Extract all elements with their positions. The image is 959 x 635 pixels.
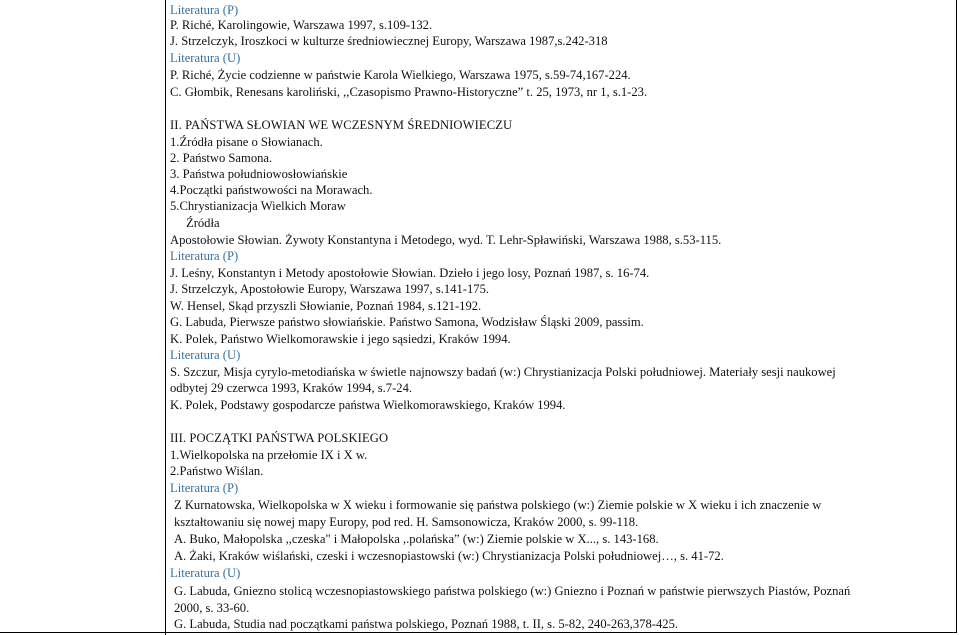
bibliography-line: J. Strzelczyk, Iroszkoci w kulturze średniowiecznej Europy, Warszawa 1987,s.242-318 [170,34,608,48]
bibliography-line: A. Buko, Małopolska ,,czeska" i Małopolska ,.polańska” (w:) Ziemie polskie w X..., s. 143-168. [174,532,659,546]
bibliography-line: 3. Państwa południowosłowiańskie [170,167,348,181]
literatura-label: Literatura (P) [170,481,239,495]
bibliography-line: C. Głombik, Renesans karoliński, ,,Czasopismo Prawno-Historyczne” t. 25, 1973, nr 1, s.1-23. [170,85,648,99]
bibliography-line: 2000, s. 33-60. [174,601,250,615]
section-heading: III. POCZĄTKI PAŃSTWA POLSKIEGO [170,431,389,445]
literatura-label: Literatura (P) [170,3,239,17]
sources-label: Źródła [186,216,220,230]
bibliography-line: 5.Chrystianizacja Wielkich Moraw [170,199,346,213]
bibliography-line: G. Labuda, Pierwsze państwo słowiańskie. Państwo Samona, Wodzisław Śląski 2009, passim. [170,315,644,329]
literatura-label: Literatura (P) [170,249,239,263]
bibliography-line: 4.Początki państwowości na Morawach. [170,183,373,197]
bibliography-line: K. Polek, Podstawy gospodarcze państwa Wielkomorawskiego, Kraków 1994. [170,398,566,412]
literatura-label: Literatura (U) [170,566,241,580]
section-heading: II. PAŃSTWA SŁOWIAN WE WCZESNYM ŚREDNIOWIECZU [170,118,513,132]
bibliography-line: Apostołowie Słowian. Żywoty Konstantyna i Metodego, wyd. T. Lehr-Spławiński, Warszawa 1988, s.53-115. [170,233,722,247]
bibliography-line: J. Strzelczyk, Apostołowie Europy, Warszawa 1997, s.141-175. [170,282,490,296]
bibliography-line: W. Hensel, Skąd przyszli Słowianie, Poznań 1984, s.121-192. [170,299,482,313]
bibliography-line: 2.Państwo Wiślan. [170,464,264,478]
column-divider [165,0,166,635]
literatura-label: Literatura (U) [170,348,241,362]
bibliography-line: S. Szczur, Misja cyrylo-metodiańska w świetle najnowszy badań (w:) Chrystianizacja Polski południowej. Materiały sesji naukowej [170,365,836,379]
bibliography-line: P. Riché, Życie codzienne w państwie Karola Wielkiego, Warszawa 1975, s.59-74,167-224. [170,68,631,82]
literatura-label: Literatura (U) [170,51,241,65]
bibliography-line: G. Labuda, Studia nad początkami państwa polskiego, Poznań 1988, t. II, s. 5-82, 240-263,378-425. [174,617,679,631]
bibliography-line: 1.Wielkopolska na przełomie IX i X w. [170,448,368,462]
bibliography-line: 1.Źródła pisane o Słowianach. [170,135,323,149]
bibliography-line: G. Labuda, Gniezno stolicą wczesnopiastowskiego państwa polskiego (w:) Gniezno i Poznań w państwie pierwszych Piastów, Poznań [174,584,851,598]
bibliography-line: J. Leśny, Konstantyn i Metody apostołowie Słowian. Dzieło i jego losy, Poznań 1987, s. 16-74. [170,266,650,280]
bibliography-line: A. Żaki, Kraków wiślański, czeski i wczesnopiastowski (w:) Chrystianizacja Polski południowej…, s. 41-72. [174,549,724,563]
bibliography-line: 2. Państwo Samona. [170,151,273,165]
bibliography-line: K. Polek, Państwo Wielkomorawskie i jego sąsiedzi, Kraków 1994. [170,332,511,346]
bibliography-line: kształtowaniu się nowej mapy Europy, pod red. H. Samsonowicza, Kraków 2000, s. 99-118. [174,515,639,529]
bibliography-line: P. Riché, Karolingowie, Warszawa 1997, s.109-132. [170,18,433,32]
bibliography-line: Z Kurnatowska, Wielkopolska w X wieku i formowanie się państwa polskiego (w:) Ziemie polskie w X wieku i ich znaczenie w [174,498,822,512]
bibliography-line: odbytej 29 czerwca 1993, Kraków 1994, s.7-24. [170,381,413,395]
